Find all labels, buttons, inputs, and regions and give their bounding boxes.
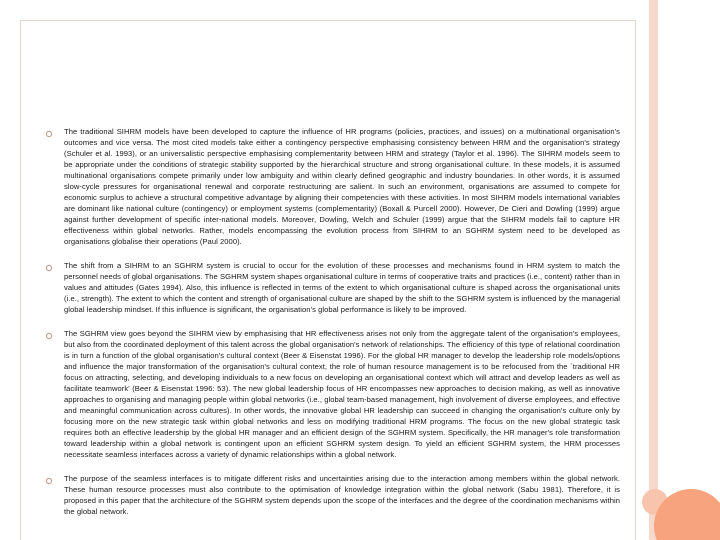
hollow-circle-bullet-icon [44, 263, 54, 273]
bullet-paragraph [44, 328, 620, 460]
decorative-side-bar [649, 0, 658, 540]
hollow-circle-bullet-icon [44, 129, 54, 139]
paragraph-text: The shift from a SIHRM to an SGHRM system is crucial to occur for the evolution of these processes and mechanisms found in HRM system to match the personnel needs of global organisations. The SGHRM system shapes organisational culture in terms of cooperative traits and practices (i.e., content) rather than in values and attitudes (Gates 1994). Also, this influence is reflected in terms of the extent to which organisational culture is shaped across the organisational units (i.e., strength). The extent to which the content and strength of organisational culture are shaped by the shift to the SGHRM system is influenced by the managerial global leadership mindset. If this influence is significant, the organisation's global performance is likely to be improved. [64, 261, 620, 314]
bullet-paragraph [44, 126, 620, 247]
hollow-circle-bullet-icon [44, 331, 54, 341]
bullet-paragraph [44, 473, 620, 517]
paragraph-text: The traditional SIHRM models have been developed to capture the influence of HR programs (policies, practices, and issues) on a multinational organisation's outcomes and vice versa. The most cited models take either a contingency perspective emphasising consistency between HRM and the organisation's strategy (Schuler et al. 1993), or an universalistic perspective emphasising complementarity between HRM and strategy (Taylor et al. 1996). The SIHRM models seem to be appropriate under the conditions of strategic stability supported by the hierarchical structure and strong organisational culture. In these models, it is assumed multinational organisations compete primarily under low ambiguity and within clearly defined geographic and industry boundaries. In other words, it is assumed slow-cycle pressures for organisational renewal and corporate restructuring are salient. In such an environment, organisations are assumed to compete for economic surplus to achieve a structural competitive advantage by aligning their competencies with these activities. In most SIHRM models international variables are dominant like national culture (contingency) or employment systems (complementarity) (Boxall & Purcell 2000). However, De Cieri and Dowling (1999) argue against further development of specific inter-national models. Moreover, Dowling, Welch and Schuler (1999) argue that the SIHRM models fail to capture HR effectiveness within global networks. Rather, models encompassing the evolution process from SIHRM to an SGHRM system need to be developed as organisations globalise their operations (Paul 2000). [64, 127, 620, 246]
paragraph-text: The SGHRM view goes beyond the SIHRM view by emphasising that HR effectiveness arises not only from the aggregate talent of the organisation's employees, but also from the coordinated deployment of this talent across the global organisation's network of relationships. The efficiency of this type of relational coordination is in turn a function of the global organisation's cultural context (Beer & Eisenstat 1996). For the global HR manager to develop the leadership role models/options and influence the major transformation of the organisation's cultural context, the role of human resource management is to be refocused from the `traditional HR focus on attracting, selecting, and developing individuals to a new focus on developing an organisational context which will attract and develop leaders as well as facilitate teamwork' (Beer & Eisenstat 1996: 53). The new global leadership focus of HR encompasses new approaches to decision making, as well as innovative approaches to organising and managing people within global networks (i.e., global team-based management, high involvement of diverse employees, and effective and meaningful communication across cultures). In other words, the innovative global HR leadership can succeed in changing the organisation's culture only by focusing more on the new strategic task within global networks and less on modifying traditional HRM programs. The focus on the new global strategic task requires both an effective leadership by the global HR manager and an efficient design of the SGHRM system. Specifically, the HR manager's role transformation toward leadership within a global network is contingent upon an efficient SGHRM system design. To yield an efficient SGHRM system, the HRM processes necessitate seamless interfaces across a variety of dynamic relationships within a global network. [64, 329, 620, 459]
paragraph-text: The purpose of the seamless interfaces is to mitigate different risks and uncertainties arising due to the interaction among members within the global network. These human resource processes must also contribute to the optimisation of knowledge integration within the global network (Sabu 1981). Therefore, it is proposed in this paper that the architecture of the SGHRM system depends upon the scope of the interfaces and the degree of the coordination mechanisms within the global network. [64, 474, 620, 516]
hollow-circle-bullet-icon [44, 476, 54, 486]
bullet-paragraph [44, 260, 620, 315]
slide-body-text [44, 126, 620, 530]
